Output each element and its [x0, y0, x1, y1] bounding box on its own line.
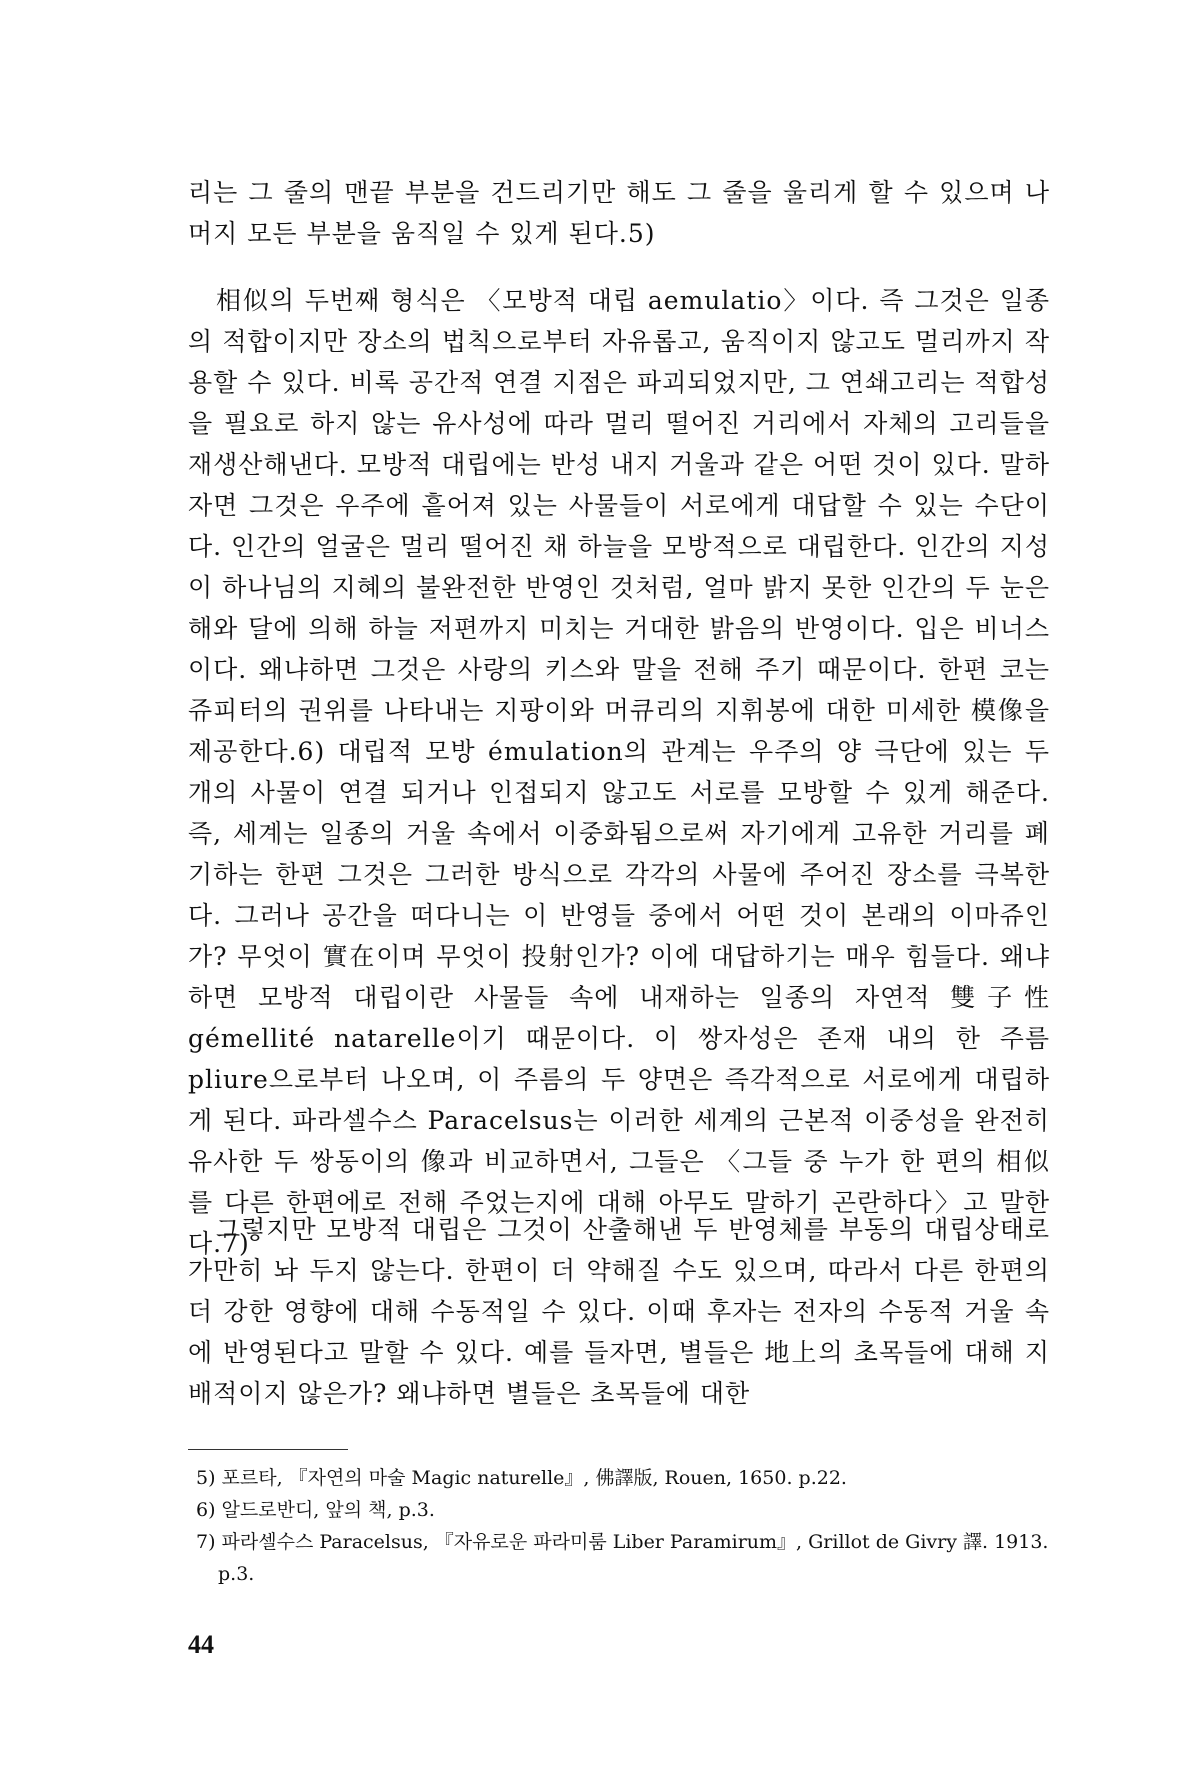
footnote: 7) 파라셀수스 Paracelsus, 『자유로운 파라미룸 Liber Paramirum』, Grillot de Givry 譯. 1913. p.3.: [196, 1531, 1049, 1585]
body-paragraph: 그렇지만 모방적 대립은 그것이 산출해낸 두 반영체를 부동의 대립상태로 가만히 놔 두지 않는다. 한편이 더 약해질 수도 있으며, 따라서 다른 한편의 더 강한 영향에 대해 수동적일 수 있다. 이때 후자는 전자의 수동적 거울 속에 반영된다고 말할 수 있다. 예를 들자면, 별들은 地上의 초목들에 대해 지배적이지 않은가? 왜냐하면 별들은 초목들에 대한: [188, 1215, 1050, 1408]
page-number: 44: [188, 1630, 214, 1659]
quote-continuation: 리는 그 줄의 맨끝 부분을 건드리기만 해도 그 줄을 울리게 할 수 있으며 나머지 모든 부분을 움직일 수 있게 된다.5): [188, 178, 1050, 248]
body-paragraph: 相似의 두번째 형식은 〈모방적 대립 aemulatio〉이다. 즉 그것은 일종의 적합이지만 장소의 법칙으로부터 자유롭고, 움직이지 않고도 멀리까지 작용할 수 있다. 비록 공간적 연결 지점은 파괴되었지만, 그 연쇄고리는 적합성을 필요로 하지 않는 유사성에 따라 멀리 떨어진 거리에서 자체의 고리들을 재생산해낸다. 모방적 대립에는 반성 내지 거울과 같은 어떤 것이 있다. 말하자면 그것은 우주에 흩어져 있는 사물들이 서로에게 대답할 수 있는 수단이다. 인간의 얼굴은 멀리 떨어진 채 하늘을 모방적으로 대립한다. 인간의 지성이 하나님의 지혜의 불완전한 반영인 것처럼, 얼마 밝지 못한 인간의 두 눈은 해와 달에 의해 하늘 저편까지 미치는 거대한 밝음의 반영이다. 입은 비너스이다. 왜냐하면 그것은 사랑의 키스와 말을 전해 주기 때문이다. 한편 코는 쥬피터의 권위를 나타내는 지팡이와 머큐리의 지휘봉에 대한 미세한 模像을 제공한다.6) 대립적 모방 émulation의 관계는 우주의 양 극단에 있는 두 개의 사물이 연결 되거나 인접되지 않고도 서로를 모방할 수 있게 해준다. 즉, 세계는 일종의 거울 속에서 이중화됨으로써 자기에게 고유한 거리를 폐기하는 한편 그것은 그러한 방식으로 각각의 사물에 주어진 장소를 극복한다. 그러나 공간을 떠다니는 이 반영들 중에서 어떤 것이 본래의 이마쥬인가? 무엇이 實在이며 무엇이 投射인가? 이에 대답하기는 매우 힘들다. 왜냐하면 모방적 대립이란 사물들 속에 내재하는 일종의 자연적 雙子性 gémellité natarelle이기 때문이다. 이 쌍자성은 존재 내의 한 주름 pliure으로부터 나오며, 이 주름의 두 양면은 즉각적으로 서로에게 대립하게 된다. 파라셀수스 Paracelsus는 이러한 세계의 근본적 이중성을 완전히 유사한 두 쌍동이의 像과 비교하면서, 그들은 〈그들 중 누가 한 편의 相似를 다른 한편에로 전해 주었는지에 대해 아무도 말하기 곤란하다〉고 말한다.7): [188, 286, 1050, 1258]
footnote: 6) 알드로반디, 앞의 책, p.3.: [196, 1499, 435, 1521]
footnote: 5) 포르타, 『자연의 마술 Magic naturelle』, 佛譯版, Rouen, 1650. p.22.: [196, 1467, 847, 1489]
footnotes: [196, 1462, 1056, 1590]
footnote-divider: [188, 1449, 348, 1450]
